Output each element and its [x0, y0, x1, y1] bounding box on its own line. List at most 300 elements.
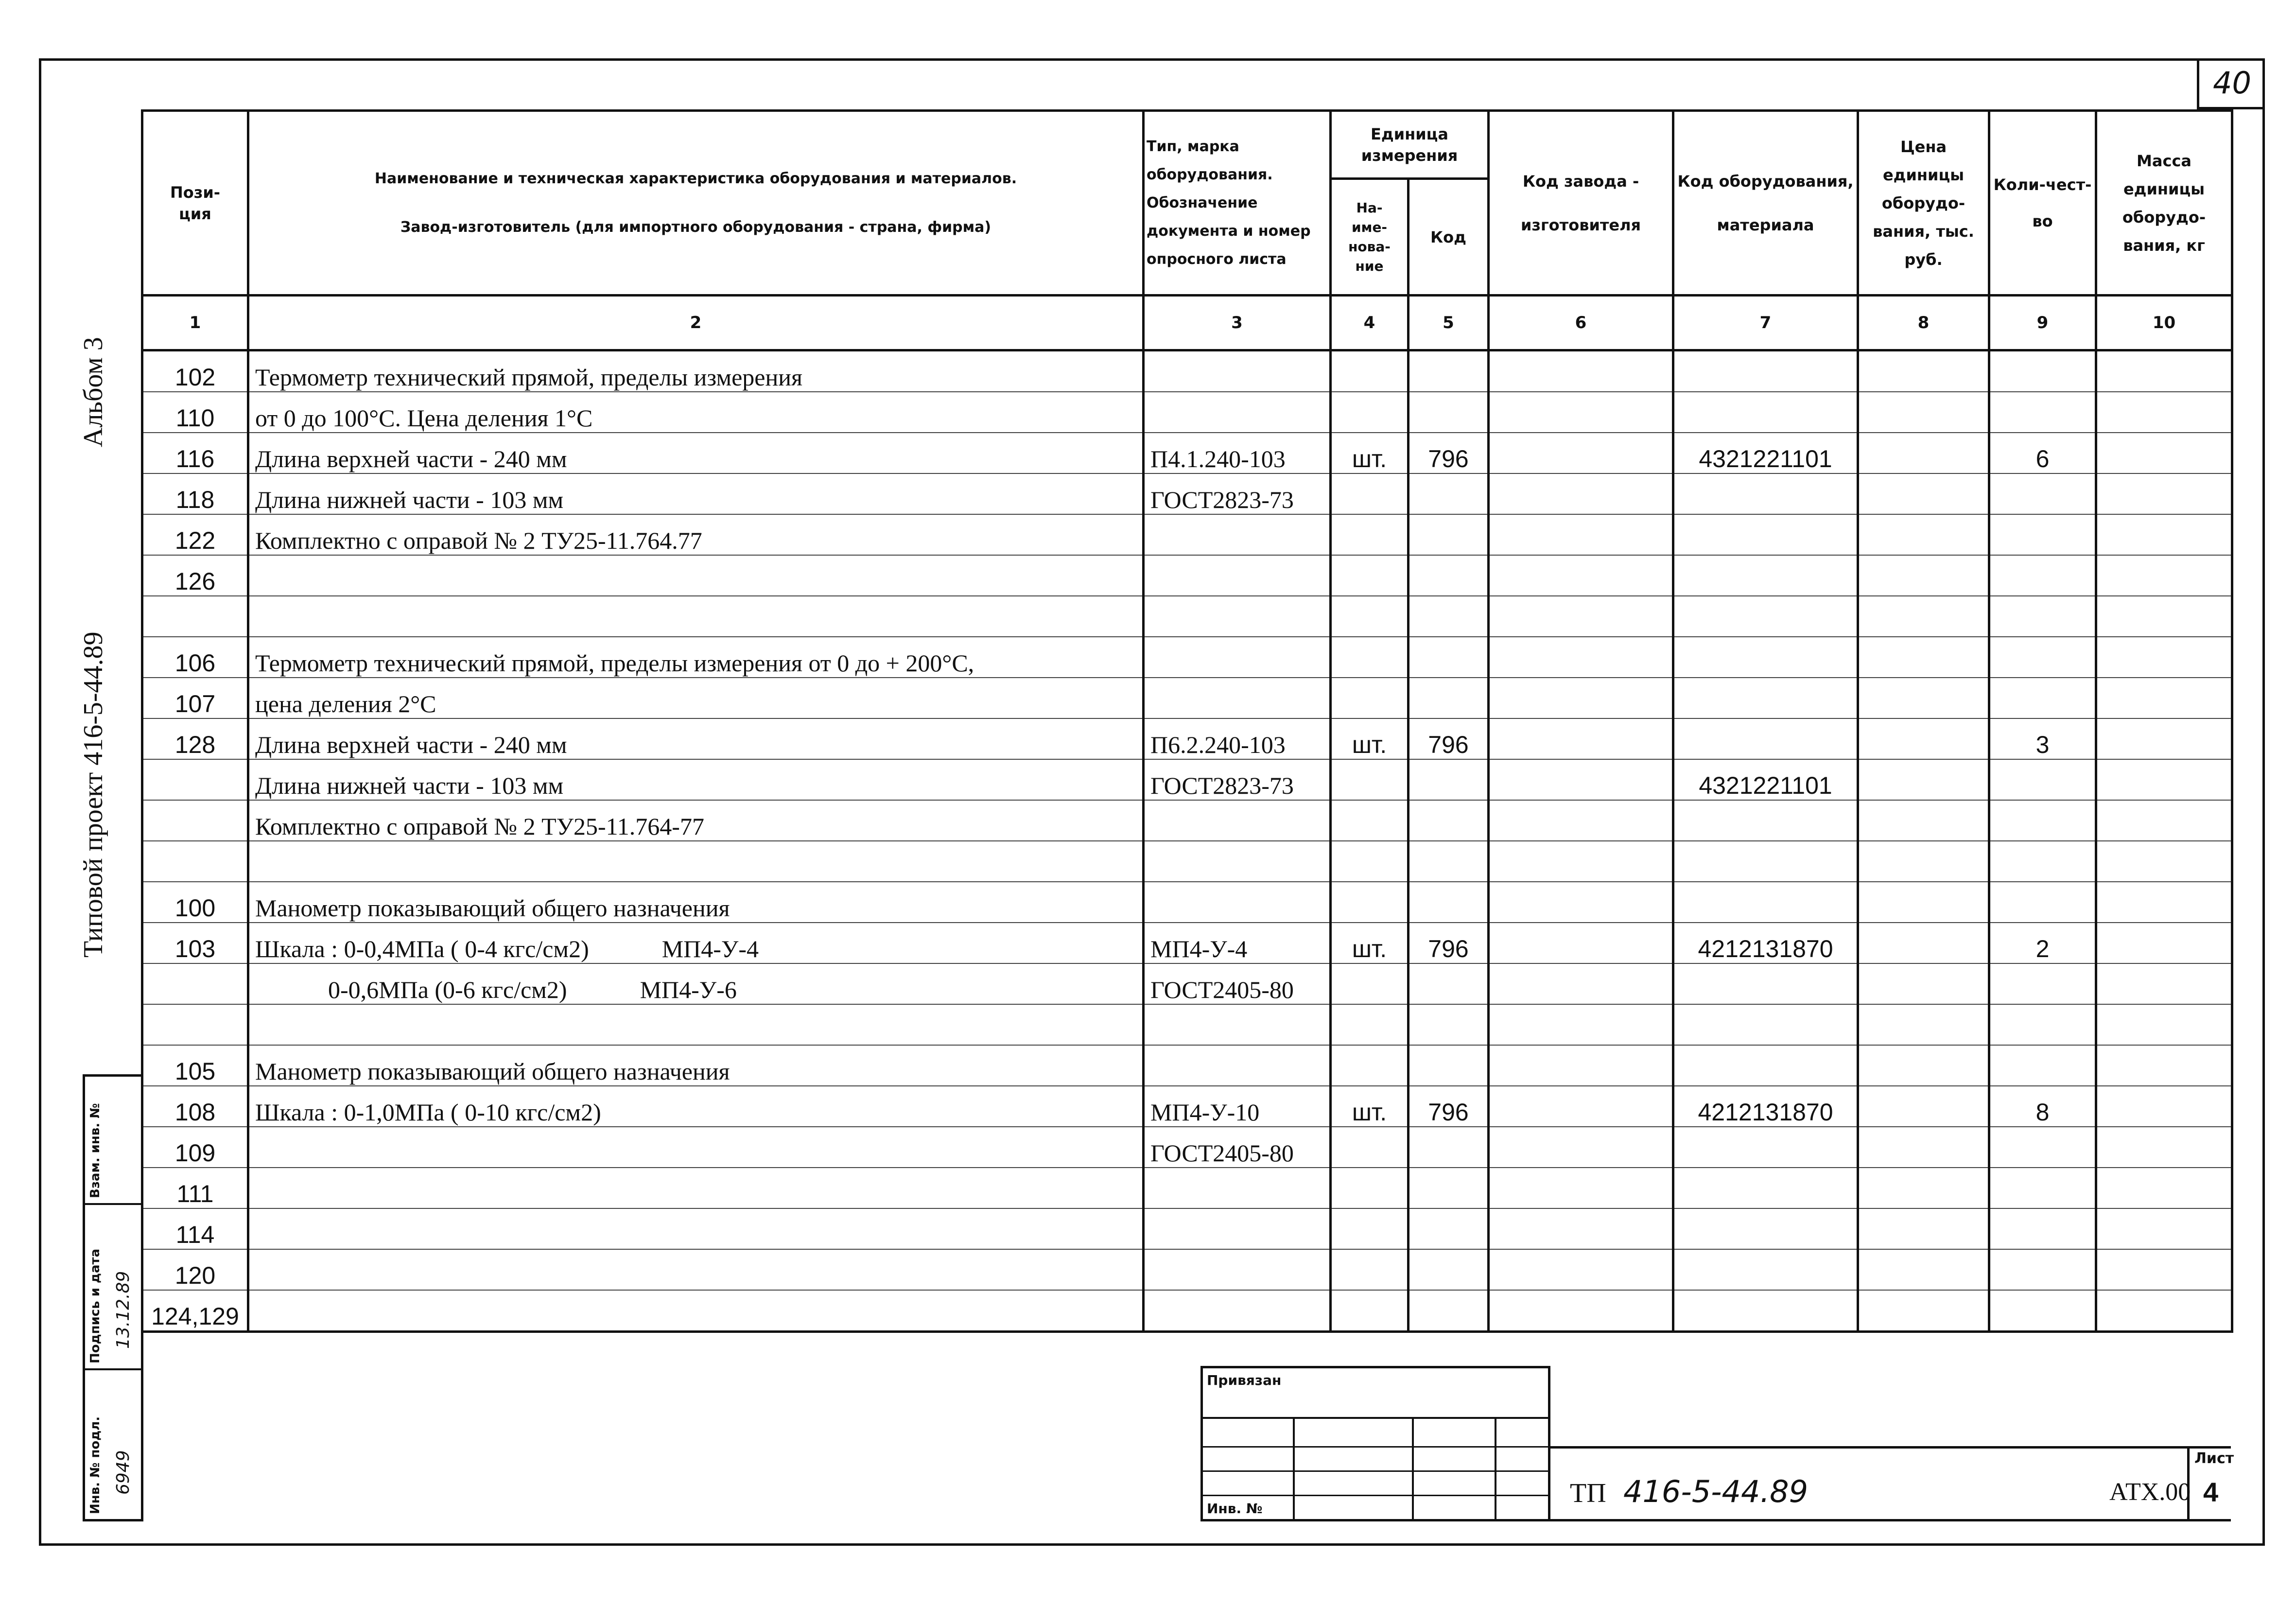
row-mass [2096, 800, 2232, 841]
row-unit [1331, 1290, 1409, 1332]
row-equip-code [1673, 882, 1858, 923]
row-type [1144, 514, 1331, 555]
row-factory-code [1489, 1045, 1673, 1086]
row-type [1144, 555, 1331, 596]
album-label: Альбом 3 [78, 337, 108, 447]
row-qty [1989, 1168, 2096, 1208]
row-qty [1989, 473, 2096, 514]
row-unit: шт. [1331, 718, 1409, 759]
specification-table [141, 109, 2233, 1333]
table-row [142, 1290, 2232, 1332]
row-qty [1989, 963, 2096, 1004]
row-factory-code [1489, 923, 1673, 963]
row-mass [2096, 923, 2232, 963]
row-unit-code: 796 [1409, 923, 1489, 963]
row-equip-code [1673, 392, 1858, 433]
row-mass [2096, 1290, 2232, 1332]
row-unit-code [1409, 514, 1489, 555]
row-equip-code [1673, 1168, 1858, 1208]
row-equip-code [1673, 800, 1858, 841]
row-equip-code [1673, 1045, 1858, 1086]
row-unit: шт. [1331, 1086, 1409, 1127]
row-position: 109 [142, 1127, 248, 1168]
row-unit-code [1409, 882, 1489, 923]
row-unit [1331, 1004, 1409, 1045]
row-name: Комплектно с оправой № 2 ТУ25-11.764-77 [248, 800, 1144, 841]
table-row [142, 392, 2232, 433]
sheet-number-box [2187, 1446, 2234, 1521]
header-factory-code: Код завода - изготовителя [1489, 111, 1673, 296]
row-unit-code [1409, 800, 1489, 841]
row-qty [1989, 555, 2096, 596]
row-position: 120 [142, 1249, 248, 1290]
tp-label: ТП [1570, 1478, 1606, 1508]
row-position [142, 596, 248, 637]
row-type [1144, 1290, 1331, 1332]
row-equip-code: 4321221101 [1673, 759, 1858, 800]
row-factory-code [1489, 1127, 1673, 1168]
list-number: 4 [2203, 1477, 2219, 1507]
row-price [1858, 433, 1989, 473]
row-equip-code [1673, 678, 1858, 718]
row-position [142, 841, 248, 882]
document-code: АТХ.00 [2109, 1478, 2191, 1506]
table-row [142, 759, 2232, 800]
row-name [248, 1004, 1144, 1045]
row-unit-code [1409, 841, 1489, 882]
row-name: Длина верхней части - 240 мм [248, 433, 1144, 473]
title-block [1550, 1446, 2231, 1521]
row-mass [2096, 637, 2232, 678]
row-qty [1989, 350, 2096, 392]
row-price [1858, 882, 1989, 923]
row-unit-code [1409, 350, 1489, 392]
row-factory-code [1489, 841, 1673, 882]
row-unit-code [1409, 1127, 1489, 1168]
row-factory-code [1489, 596, 1673, 637]
row-type [1144, 596, 1331, 637]
row-qty [1989, 1127, 2096, 1168]
row-qty [1989, 1249, 2096, 1290]
row-name: Термометр технический прямой, пределы измерения от 0 до + 200°С, [248, 637, 1144, 678]
row-price [1858, 1127, 1989, 1168]
table-row [142, 514, 2232, 555]
row-qty [1989, 1208, 2096, 1249]
row-type [1144, 882, 1331, 923]
row-equip-code [1673, 596, 1858, 637]
row-factory-code [1489, 1004, 1673, 1045]
table-row [142, 1168, 2232, 1208]
row-price [1858, 514, 1989, 555]
row-price [1858, 555, 1989, 596]
row-mass [2096, 596, 2232, 637]
row-equip-code: 4212131870 [1673, 1086, 1858, 1127]
header-name: Наименование и техническая характеристика оборудования и материалов. Завод-изготовитель (для импортного оборудования - страна, фирма) [248, 111, 1144, 296]
row-position [142, 800, 248, 841]
col-number: 5 [1409, 296, 1489, 350]
col-number: 4 [1331, 296, 1409, 350]
row-factory-code [1489, 759, 1673, 800]
row-mass [2096, 350, 2232, 392]
row-type [1144, 392, 1331, 433]
row-price [1858, 1249, 1989, 1290]
header-equip-code: Код оборудования, материала [1673, 111, 1858, 296]
row-price [1858, 1004, 1989, 1045]
row-unit: шт. [1331, 433, 1409, 473]
row-type: ГОСТ2823-73 [1144, 759, 1331, 800]
row-price [1858, 678, 1989, 718]
row-unit-code [1409, 1290, 1489, 1332]
row-name: Комплектно с оправой № 2 ТУ25-11.764.77 [248, 514, 1144, 555]
row-position: 126 [142, 555, 248, 596]
project-code: 416-5-44.89 [1623, 1474, 1809, 1509]
row-name: Шкала : 0-1,0МПа ( 0-10 кгс/см2) [248, 1086, 1144, 1127]
row-position: 116 [142, 433, 248, 473]
row-name: Длина нижней части - 103 мм [248, 759, 1144, 800]
signature-date-value: 13.12.89 [113, 1271, 133, 1349]
row-mass [2096, 473, 2232, 514]
approval-stamp-column [83, 1074, 143, 1521]
row-type [1144, 678, 1331, 718]
row-name: цена деления 2°С [248, 678, 1144, 718]
row-position: 124,129 [142, 1290, 248, 1332]
row-type [1144, 1249, 1331, 1290]
row-type: П6.2.240-103 [1144, 718, 1331, 759]
row-unit [1331, 555, 1409, 596]
spec-rows [142, 350, 2232, 1332]
row-type: ГОСТ2823-73 [1144, 473, 1331, 514]
row-position: 100 [142, 882, 248, 923]
table-row [142, 1127, 2232, 1168]
row-equip-code [1673, 718, 1858, 759]
row-qty [1989, 882, 2096, 923]
row-qty [1989, 392, 2096, 433]
col-number: 7 [1673, 296, 1858, 350]
row-equip-code [1673, 1208, 1858, 1249]
row-mass [2096, 555, 2232, 596]
row-mass [2096, 1086, 2232, 1127]
row-price [1858, 1208, 1989, 1249]
inv-podl-value: 6949 [113, 1450, 133, 1495]
row-unit [1331, 963, 1409, 1004]
row-qty: 3 [1989, 718, 2096, 759]
row-type: П4.1.240-103 [1144, 433, 1331, 473]
table-row [142, 1249, 2232, 1290]
row-unit: шт. [1331, 923, 1409, 963]
col-number: 8 [1858, 296, 1989, 350]
row-position: 106 [142, 637, 248, 678]
row-price [1858, 473, 1989, 514]
table-row [142, 473, 2232, 514]
row-unit [1331, 882, 1409, 923]
header-type: Тип, марка оборудования. Обозначение документа и номер опросного листа [1144, 111, 1331, 296]
row-unit [1331, 1208, 1409, 1249]
col-number: 9 [1989, 296, 2096, 350]
inv-podl-label: Инв. № подл. [88, 1416, 103, 1514]
row-position: 103 [142, 923, 248, 963]
row-factory-code [1489, 1168, 1673, 1208]
table-row [142, 963, 2232, 1004]
row-unit-code [1409, 392, 1489, 433]
row-price [1858, 841, 1989, 882]
row-equip-code [1673, 963, 1858, 1004]
row-unit [1331, 350, 1409, 392]
row-unit [1331, 800, 1409, 841]
row-mass [2096, 1127, 2232, 1168]
row-position: 111 [142, 1168, 248, 1208]
row-mass [2096, 963, 2232, 1004]
row-equip-code [1673, 1290, 1858, 1332]
row-unit-code [1409, 1004, 1489, 1045]
row-equip-code: 4321221101 [1673, 433, 1858, 473]
row-factory-code [1489, 514, 1673, 555]
row-type [1144, 637, 1331, 678]
row-position: 108 [142, 1086, 248, 1127]
row-mass [2096, 759, 2232, 800]
row-qty: 2 [1989, 923, 2096, 963]
row-unit [1331, 596, 1409, 637]
row-price [1858, 1168, 1989, 1208]
row-unit [1331, 759, 1409, 800]
header-unit-name: На- име- нова- ние [1331, 179, 1409, 296]
row-type [1144, 841, 1331, 882]
row-unit-code: 796 [1409, 718, 1489, 759]
row-name: 0-0,6МПа (0-6 кгс/см2) МП4-У-6 [248, 963, 1144, 1004]
row-factory-code [1489, 473, 1673, 514]
row-equip-code [1673, 1127, 1858, 1168]
row-price [1858, 1045, 1989, 1086]
table-row [142, 923, 2232, 963]
table-row [142, 1208, 2232, 1249]
project-label: Типовой проект 416-5-44.89 [78, 631, 108, 958]
row-price [1858, 392, 1989, 433]
row-unit-code [1409, 759, 1489, 800]
table-row [142, 637, 2232, 678]
row-factory-code [1489, 637, 1673, 678]
signature-date-cell [85, 1203, 141, 1370]
table-row [142, 596, 2232, 637]
row-name [248, 596, 1144, 637]
table-row [142, 433, 2232, 473]
row-factory-code [1489, 1208, 1673, 1249]
row-unit-code [1409, 963, 1489, 1004]
row-position: 105 [142, 1045, 248, 1086]
row-type: ГОСТ2405-80 [1144, 963, 1331, 1004]
row-unit-code [1409, 596, 1489, 637]
row-qty: 8 [1989, 1086, 2096, 1127]
row-qty [1989, 800, 2096, 841]
row-factory-code [1489, 718, 1673, 759]
row-unit [1331, 678, 1409, 718]
row-name [248, 1290, 1144, 1332]
row-price [1858, 963, 1989, 1004]
row-mass [2096, 1004, 2232, 1045]
row-factory-code [1489, 800, 1673, 841]
row-factory-code [1489, 963, 1673, 1004]
row-name [248, 1208, 1144, 1249]
row-equip-code [1673, 1249, 1858, 1290]
row-factory-code [1489, 882, 1673, 923]
row-name [248, 555, 1144, 596]
table-row [142, 350, 2232, 392]
table-row [142, 555, 2232, 596]
row-qty [1989, 596, 2096, 637]
row-unit-code [1409, 555, 1489, 596]
row-qty [1989, 514, 2096, 555]
row-factory-code [1489, 1290, 1673, 1332]
row-equip-code [1673, 841, 1858, 882]
row-unit [1331, 392, 1409, 433]
row-type: ГОСТ2405-80 [1144, 1127, 1331, 1168]
row-mass [2096, 514, 2232, 555]
table-row [142, 882, 2232, 923]
row-position [142, 963, 248, 1004]
row-price [1858, 596, 1989, 637]
row-qty [1989, 841, 2096, 882]
row-price [1858, 1086, 1989, 1127]
row-qty [1989, 1290, 2096, 1332]
row-name: Термометр технический прямой, пределы измерения [248, 350, 1144, 392]
privyazan-inv-label: Инв. № [1207, 1501, 1263, 1517]
header-price: Цена единицы оборудо-вания, тыс. руб. [1858, 111, 1989, 296]
row-unit [1331, 1249, 1409, 1290]
side-inscription [73, 301, 131, 1006]
row-position: 118 [142, 473, 248, 514]
row-factory-code [1489, 1249, 1673, 1290]
row-unit-code: 796 [1409, 433, 1489, 473]
privyazan-block [1200, 1366, 1550, 1521]
row-qty [1989, 759, 2096, 800]
row-unit [1331, 1127, 1409, 1168]
row-unit-code: 796 [1409, 1086, 1489, 1127]
row-unit-code [1409, 1208, 1489, 1249]
row-factory-code [1489, 433, 1673, 473]
row-qty: 6 [1989, 433, 2096, 473]
col-number: 6 [1489, 296, 1673, 350]
row-name: Шкала : 0-0,4МПа ( 0-4 кгс/см2) МП4-У-4 [248, 923, 1144, 963]
row-unit [1331, 637, 1409, 678]
col-number: 3 [1144, 296, 1331, 350]
row-equip-code [1673, 555, 1858, 596]
row-type [1144, 350, 1331, 392]
header-qty: Коли-чест-во [1989, 111, 2096, 296]
row-price [1858, 800, 1989, 841]
row-position: 122 [142, 514, 248, 555]
row-price [1858, 637, 1989, 678]
row-unit [1331, 514, 1409, 555]
table-row [142, 800, 2232, 841]
privyazan-title: Привязан [1207, 1372, 1282, 1388]
row-mass [2096, 1045, 2232, 1086]
inv-podl-cell [85, 1368, 141, 1519]
row-mass [2096, 718, 2232, 759]
row-price [1858, 1290, 1989, 1332]
row-name [248, 841, 1144, 882]
row-position: 107 [142, 678, 248, 718]
row-equip-code [1673, 1004, 1858, 1045]
row-equip-code: 4212131870 [1673, 923, 1858, 963]
row-type [1144, 1045, 1331, 1086]
row-mass [2096, 678, 2232, 718]
table-row [142, 1086, 2232, 1127]
row-factory-code [1489, 350, 1673, 392]
table-row [142, 841, 2232, 882]
row-name: Длина верхней части - 240 мм [248, 718, 1144, 759]
row-type [1144, 1208, 1331, 1249]
row-equip-code [1673, 473, 1858, 514]
row-unit-code [1409, 678, 1489, 718]
col-number: 1 [142, 296, 248, 350]
row-factory-code [1489, 1086, 1673, 1127]
signature-date-label: Подпись и дата [88, 1248, 103, 1363]
row-type: МП4-У-4 [1144, 923, 1331, 963]
row-qty [1989, 1004, 2096, 1045]
header-pos: Пози- ция [142, 111, 248, 296]
row-position: 102 [142, 350, 248, 392]
row-equip-code [1673, 637, 1858, 678]
row-equip-code [1673, 350, 1858, 392]
row-position: 128 [142, 718, 248, 759]
table-row [142, 1004, 2232, 1045]
row-mass [2096, 1208, 2232, 1249]
table-row [142, 678, 2232, 718]
row-mass [2096, 1249, 2232, 1290]
row-price [1858, 759, 1989, 800]
row-position: 110 [142, 392, 248, 433]
table-row [142, 718, 2232, 759]
sheet-corner-number: 40 [2197, 58, 2265, 109]
row-factory-code [1489, 392, 1673, 433]
row-unit-code [1409, 1249, 1489, 1290]
vzam-inv-label: Взам. инв. № [88, 1103, 103, 1198]
row-name: Длина нижней части - 103 мм [248, 473, 1144, 514]
row-unit-code [1409, 1045, 1489, 1086]
row-mass [2096, 392, 2232, 433]
col-number: 2 [248, 296, 1144, 350]
row-type [1144, 800, 1331, 841]
header-unit-group: Единица измерения [1331, 111, 1489, 179]
header-mass: Масса единицы оборудо-вания, кг [2096, 111, 2232, 296]
row-factory-code [1489, 678, 1673, 718]
row-qty [1989, 678, 2096, 718]
row-name [248, 1127, 1144, 1168]
row-name: Манометр показывающий общего назначения [248, 1045, 1144, 1086]
row-name [248, 1168, 1144, 1208]
row-price [1858, 350, 1989, 392]
row-unit [1331, 841, 1409, 882]
row-qty [1989, 637, 2096, 678]
row-qty [1989, 1045, 2096, 1086]
row-factory-code [1489, 555, 1673, 596]
table-row [142, 1045, 2232, 1086]
row-mass [2096, 882, 2232, 923]
row-position: 114 [142, 1208, 248, 1249]
row-mass [2096, 1168, 2232, 1208]
row-unit [1331, 1045, 1409, 1086]
list-label: Лист [2194, 1450, 2234, 1467]
header-unit-code: Код [1409, 179, 1489, 296]
row-unit [1331, 473, 1409, 514]
row-type [1144, 1004, 1331, 1045]
row-mass [2096, 841, 2232, 882]
row-price [1858, 923, 1989, 963]
row-type [1144, 1168, 1331, 1208]
row-price [1858, 718, 1989, 759]
row-unit-code [1409, 637, 1489, 678]
row-mass [2096, 433, 2232, 473]
row-position [142, 759, 248, 800]
row-name: Манометр показывающий общего назначения [248, 882, 1144, 923]
